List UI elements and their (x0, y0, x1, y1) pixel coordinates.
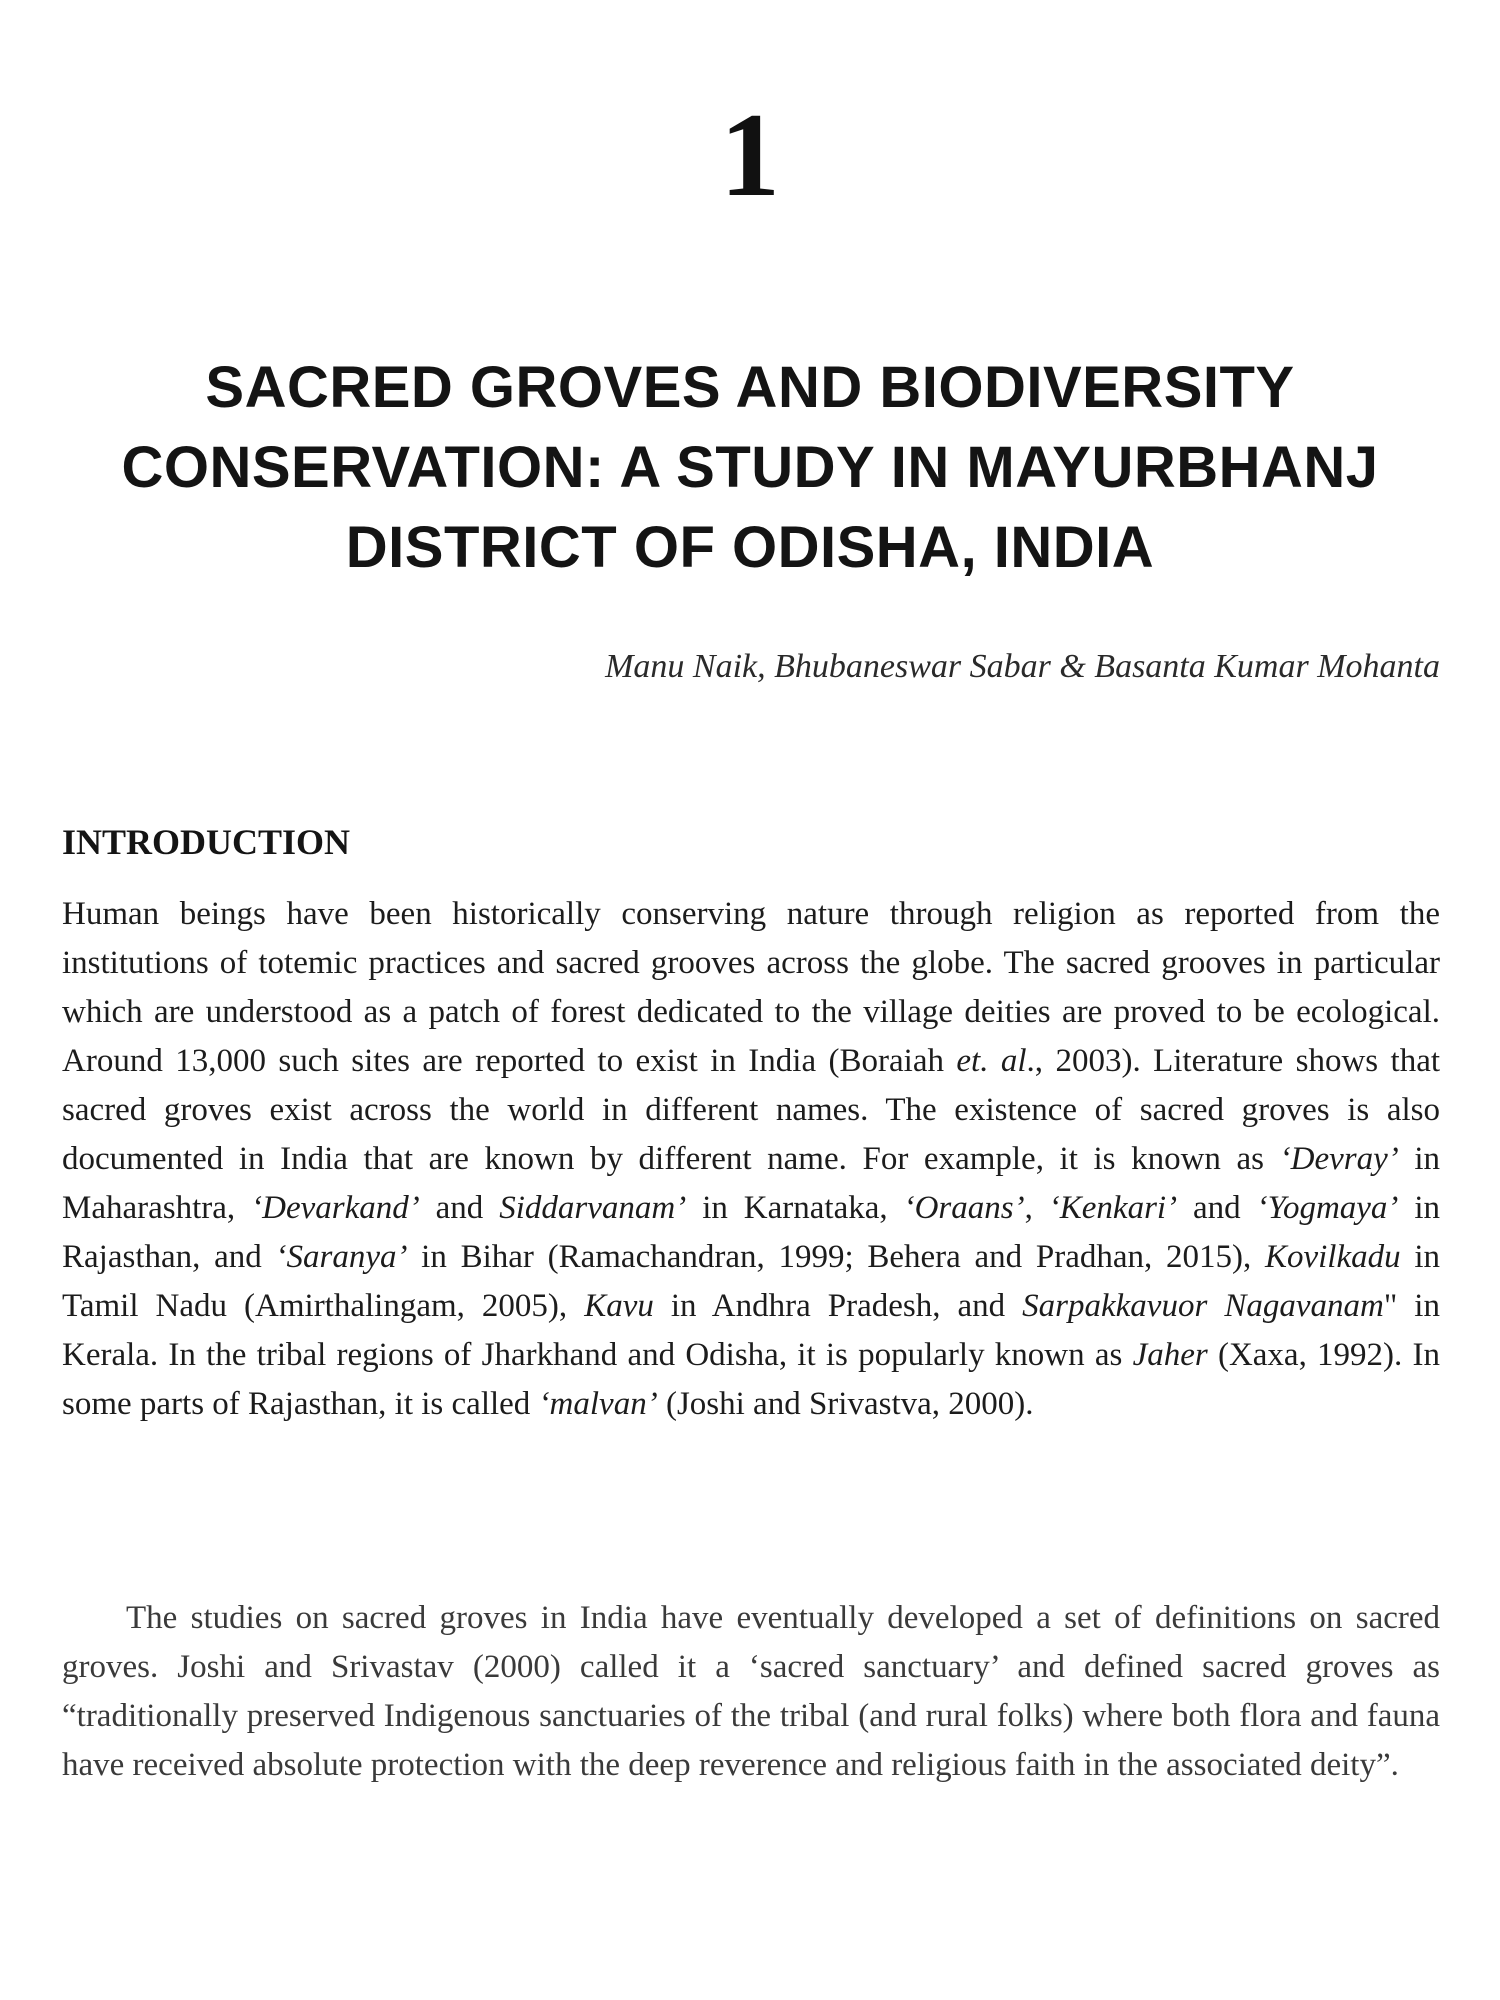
italic-term: ‘Yogmaya’ (1256, 1190, 1399, 1226)
chapter-title-line-1: SACRED GROVES AND BIODIVERSITY (205, 355, 1295, 420)
text-run: (Xaxa, 1992). In some parts of Rajasthan, it is called (62, 1337, 1441, 1422)
chapter-title (100, 348, 1400, 588)
chapter-title-line-3: DISTRICT OF ODISHA, INDIA (345, 515, 1155, 580)
text-run: in Rajasthan, and (62, 1190, 1441, 1275)
italic-term: ‘Oraans’ (903, 1190, 1025, 1226)
italic-term: ‘malvan’ (538, 1386, 658, 1422)
italic-term: ‘Devarkand’ (251, 1190, 420, 1226)
section-heading-introduction: INTRODUCTION (62, 822, 351, 862)
text-run: in Andhra Pradesh, and (653, 1288, 1023, 1324)
italic-term: Siddarvanam’ (499, 1190, 687, 1226)
introduction-paragraph-1 (62, 890, 1440, 1429)
text-run: in Bihar (Ramachandran, 1999; Behera and Pradhan, 2015), (407, 1239, 1265, 1275)
text-run: (Joshi and Srivastva, 2000). (657, 1386, 1034, 1422)
text-run: in Maharashtra, (62, 1141, 1441, 1226)
italic-term: et. al (956, 1043, 1027, 1079)
text-run: The studies on sacred groves in India have eventually developed a set of definitions on sacred groves. Joshi and Srivastav (2000) called it a ‘sacred sanctuary’ and defined sacred groves as “traditionally preserved Indigenous sanctuaries of the tribal (and rural folks) where both flora and fauna have received absolute protection with the deep reverence and religious faith in the associated deity”. (62, 1600, 1440, 1783)
text-run: and (1177, 1190, 1257, 1226)
text-run: Human beings have been historically conserving nature through religion as reported from the institutions of totemic practices and sacred grooves across the globe. The sacred grooves in particular which are understood as a patch of forest dedicated to the village deities are proved to be ecological. Around 13,000 such sites are reported to exist in India (Boraiah (62, 896, 1440, 1079)
text-run: " in Kerala. In the tribal regions of Jharkhand and Odisha, it is popularly known as (62, 1288, 1440, 1373)
text-run: in Karnataka, (686, 1190, 904, 1226)
italic-term: ‘Kenkari’ (1048, 1190, 1178, 1226)
chapter-number: 1 (720, 88, 780, 221)
text-run: , (1024, 1190, 1049, 1226)
italic-term: Jaher (1132, 1337, 1208, 1373)
text-run: ., 2003). Literature shows that sacred groves exist across the world in different names. The existence of sacred groves is also documented in India that are known by different name. For example, it is known as (62, 1043, 1441, 1177)
italic-term: Kavu (584, 1288, 654, 1324)
italic-term: Kovilkadu (1264, 1239, 1401, 1275)
introduction-paragraph-2 (62, 1594, 1440, 1790)
italic-term: ‘Saranya’ (275, 1239, 408, 1275)
text-run: and (419, 1190, 500, 1226)
italic-term: Sarpakkavuor Nagavanam (1022, 1288, 1384, 1324)
italic-term: ‘Devray’ (1279, 1141, 1399, 1177)
text-run: in Tamil Nadu (Amirthalingam, 2005), (62, 1239, 1441, 1324)
chapter-title-line-2: CONSERVATION: A STUDY IN MAYURBHANJ (121, 435, 1379, 500)
chapter-authors: Manu Naik, Bhubaneswar Sabar & Basanta Kumar Mohanta (605, 648, 1440, 685)
